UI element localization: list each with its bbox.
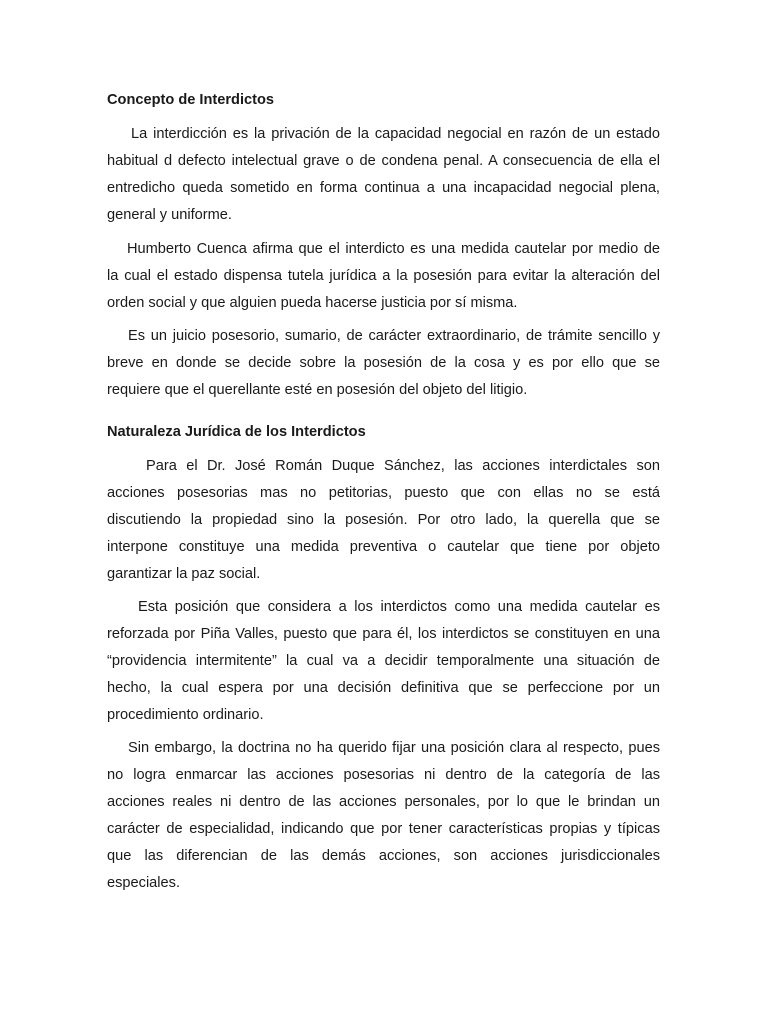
paragraph-line: discutiendo la propiedad sino la posesión. Por otro lado, la querella que se: [107, 512, 660, 528]
paragraph-line: no logra enmarcar las acciones posesorias ni dentro de la categoría de las: [107, 767, 660, 783]
paragraph-line: general y uniforme.: [107, 207, 232, 223]
section-heading-naturaleza: Naturaleza Jurídica de los Interdictos: [107, 424, 366, 440]
paragraph-line: carácter de especialidad, indicando que por tener características propias y típicas: [107, 821, 660, 837]
paragraph-line: breve en donde se decide sobre la posesión de la cosa y es por ello que se: [107, 355, 660, 371]
paragraph-3: [107, 323, 660, 404]
paragraph-line: La interdicción es la privación de la capacidad negocial en razón de un estado: [131, 126, 660, 142]
paragraph-line: Sin embargo, la doctrina no ha querido fijar una posición clara al respecto, pues: [128, 740, 660, 756]
paragraph-line: acciones reales ni dentro de las acciones personales, por lo que le brindan un: [107, 794, 660, 810]
paragraph-line: Para el Dr. José Román Duque Sánchez, las acciones interdictales son: [146, 458, 660, 474]
paragraph-line: “providencia intermitente” la cual va a decidir temporalmente una situación de: [107, 653, 660, 669]
paragraph-1: [107, 121, 660, 229]
paragraph-2: [107, 236, 660, 317]
section-heading-concepto: Concepto de Interdictos: [107, 92, 275, 108]
paragraph-line: habitual d defecto intelectual grave o de condena penal. A consecuencia de ella el: [107, 153, 660, 169]
paragraph-4: [107, 453, 660, 588]
paragraph-line: requiere que el querellante esté en posesión del objeto del litigio.: [107, 382, 528, 398]
paragraph-line: acciones posesorias mas no petitorias, puesto que con ellas no se está: [107, 485, 660, 501]
paragraph-line: reforzada por Piña Valles, puesto que para él, los interdictos se constituyen en una: [107, 626, 660, 642]
paragraph-line: entredicho queda sometido en forma continua a una incapacidad negocial plena,: [107, 180, 660, 196]
paragraph-line: orden social y que alguien pueda hacerse justicia por sí misma.: [107, 295, 518, 311]
paragraph-line: Es un juicio posesorio, sumario, de carácter extraordinario, de trámite sencillo y: [128, 328, 660, 344]
paragraph-line: que las diferencian de las demás acciones, son acciones jurisdiccionales: [107, 848, 660, 864]
paragraph-line: la cual el estado dispensa tutela jurídica a la posesión para evitar la alteración del: [107, 268, 660, 284]
paragraph-line: hecho, la cual espera por una decisión definitiva que se perfeccione por un: [107, 680, 660, 696]
paragraph-6: [107, 735, 660, 897]
paragraph-5: [107, 594, 660, 729]
paragraph-line: interpone constituye una medida preventiva o cautelar que tiene por objeto: [107, 539, 660, 555]
paragraph-line: Esta posición que considera a los interdictos como una medida cautelar es: [138, 599, 660, 615]
paragraph-line: garantizar la paz social.: [107, 566, 261, 582]
paragraph-line: procedimiento ordinario.: [107, 707, 264, 723]
paragraph-line: especiales.: [107, 875, 181, 891]
paragraph-line: Humberto Cuenca afirma que el interdicto es una medida cautelar por medio de: [127, 241, 660, 257]
